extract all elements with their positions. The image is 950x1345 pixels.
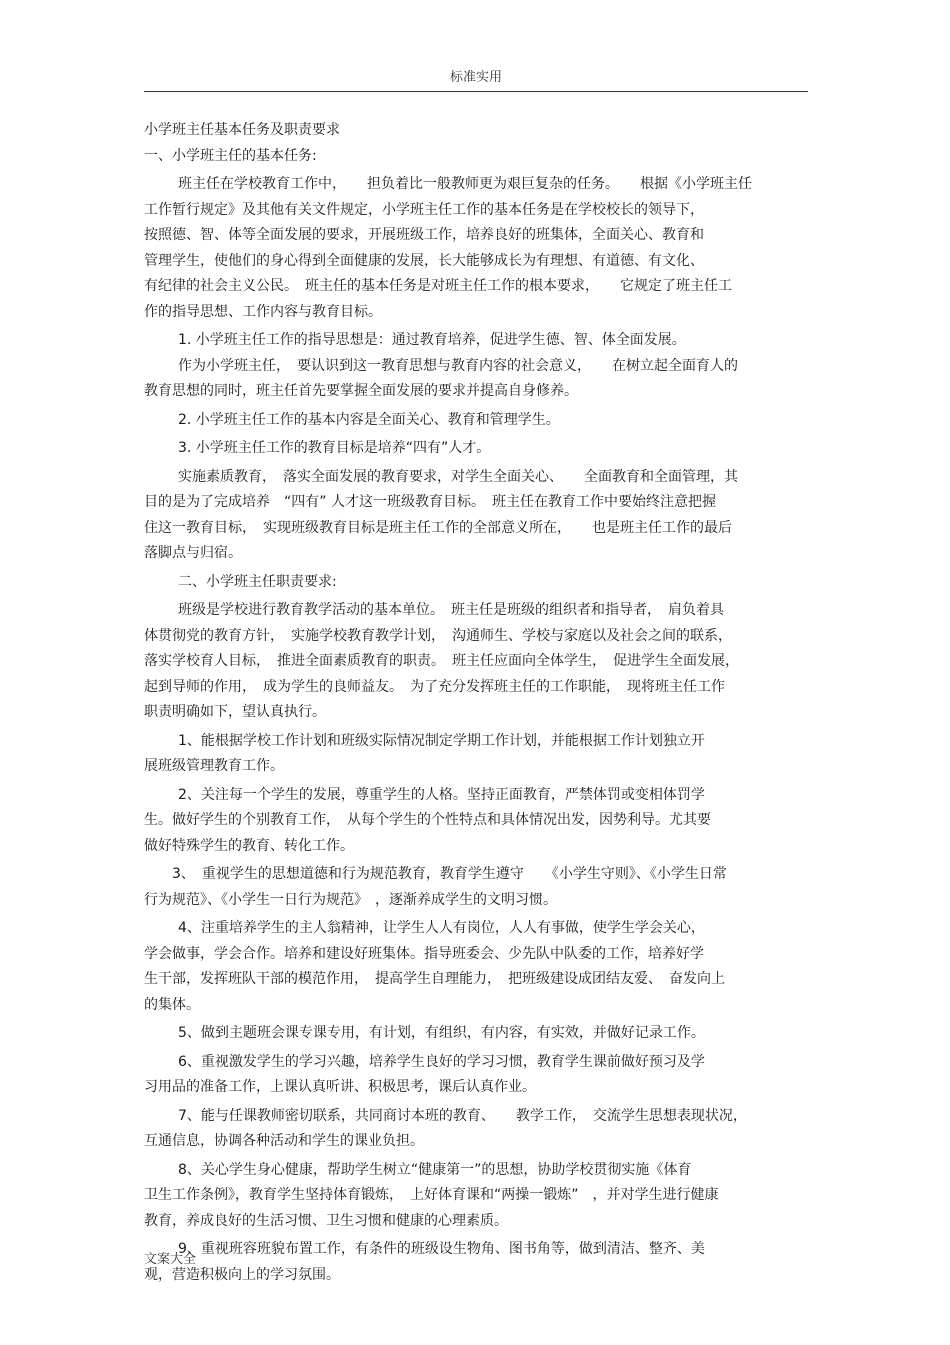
paragraph-line: 2、关注每一个学生的发展，尊重学生的人格。坚持正面教育，严禁体罚或变相体罚学 <box>178 786 705 803</box>
paragraph-line: 6、重视激发学生的学习兴趣，培养学生良好的学习习惯，教育学生课前做好预习及学 <box>178 1053 705 1070</box>
paragraph-line: 按照德、智、体等全面发展的要求，开展班级工作，培养良好的班集体，全面关心、教育和 <box>144 227 704 243</box>
paragraph-line: 2. 小学班主任工作的基本内容是全面关心、教育和管理学生。 <box>178 411 560 428</box>
paragraph-line: 8、关心学生身心健康，帮助学生树立“健康第一”的思想，协助学校贯彻实施《体育 <box>178 1161 692 1178</box>
paragraph-line: 有纪律的社会主义公民。 班主任的基本任务是对班主任工作的根本要求， 它规定了班主任工 <box>144 278 732 294</box>
page-footer: 文案大全 <box>144 1252 197 1267</box>
paragraph-line: 落脚点与归宿。 <box>144 545 242 561</box>
paragraph-line: 教育思想的同时，班主任首先要掌握全面发展的要求并提高自身修养。 <box>144 383 578 399</box>
document-title: 小学班主任基本任务及职责要求 <box>144 122 340 138</box>
paragraph-line: 体贯彻党的教育方针， 实施学校教育教学计划， 沟通师生、学校与家庭以及社会之间的联系， <box>144 627 732 644</box>
paragraph-line: 二、小学班主任职责要求: <box>178 573 337 590</box>
paragraph-line: 行为规范》、《小学生一日行为规范》 ，逐渐养成学生的文明习惯。 <box>144 891 557 908</box>
paragraph-line: 互通信息，协调各种活动和学生的课业负担。 <box>144 1133 424 1149</box>
paragraph-line: 班级是学校进行教育教学活动的基本单位。 班主任是班级的组织者和指导者， 肩负着具 <box>178 602 724 618</box>
paragraph-line: 作为小学班主任， 要认识到这一教育思想与教育内容的社会意义， 在树立起全面育人的 <box>178 357 738 374</box>
paragraph-line: 5、做到主题班会课专课专用，有计划，有组织，有内容，有实效，并做好记录工作。 <box>178 1025 705 1041</box>
paragraph-line: 教育，养成良好的生活习惯、卫生习惯和健康的心理素质。 <box>144 1212 508 1229</box>
paragraph-line: 3. 小学班主任工作的教育目标是培养“四有”人才。 <box>178 440 491 456</box>
paragraph-line: 落实学校育人目标， 推进全面素质教育的职责。 班主任应面向全体学生， 促进学生全面发展， <box>144 653 739 669</box>
paragraph-line: 住这一教育目标， 实现班级教育目标是班主任工作的全部意义所在， 也是班主任工作的最后 <box>144 519 732 536</box>
paragraph-line: 1、能根据学校工作计划和班级实际情况制定学期工作计划，并能根据工作计划独立开 <box>178 732 705 749</box>
paragraph-line: 7、能与任课教师密切联系，共同商讨本班的教育、 教学工作， 交流学生思想表现状况， <box>178 1107 747 1124</box>
paragraph-line: 职责明确如下，望认真执行。 <box>144 704 326 720</box>
paragraph-line: 卫生工作条例》，教育学生坚持体育锻炼， 上好体育课和“两操一锻炼” ，并对学生进行健康 <box>144 1187 719 1203</box>
paragraph-line: 习用品的准备工作，上课认真听讲、积极思考，课后认真作业。 <box>144 1079 536 1095</box>
paragraph-line: 作的指导思想、工作内容与教育目标。 <box>144 303 382 320</box>
paragraph-line: 9、重视班容班貌布置工作，有条件的班级设生物角、图书角等，做到清洁、整齐、美 <box>178 1241 705 1257</box>
paragraph-line: 管理学生，使他们的身心得到全面健康的发展，长大能够成长为有理想、有道德、有文化、 <box>144 252 704 269</box>
header-rule <box>144 91 808 92</box>
paragraph-line: 做好特殊学生的教育、转化工作。 <box>144 837 354 854</box>
page-header: 标准实用 <box>449 70 502 85</box>
paragraph-line: 起到导师的作用， 成为学生的良师益友。 为了充分发挥班主任的工作职能， 现将班主任工作 <box>144 678 725 695</box>
paragraph-line: 1. 小学班主任工作的指导思想是：通过教育培养，促进学生德、智、体全面发展。 <box>178 332 686 348</box>
paragraph-line: 生。做好学生的个别教育工作， 从每个学生的个性特点和具体情况出发，因势利导。尤其要 <box>144 812 711 828</box>
paragraph-line: 观，营造积极向上的学习氛围。 <box>144 1266 340 1283</box>
paragraph-line: 班主任在学校教育工作中， 担负着比一般教师更为艰巨复杂的任务。 根据《小学班主任 <box>178 176 752 192</box>
paragraph-line: 3、 重视学生的思想道德和行为规范教育，教育学生遵守 《小学生守则》、《小学生日常 <box>172 866 727 882</box>
paragraph-line: 的集体。 <box>144 996 200 1013</box>
paragraph-line: 生干部，发挥班队干部的模范作用， 提高学生自理能力， 把班级建设成团结友爱、 奋发向上 <box>144 971 725 987</box>
paragraph-line: 展班级管理教育工作。 <box>144 758 284 774</box>
paragraph-line: 学会做事，学会合作。培养和建设好班集体。指导班委会、少先队中队委的工作，培养好学 <box>144 945 704 962</box>
paragraph-line: 目的是为了完成培养 “四有” 人才这一班级教育目标。 班主任在教育工作中要始终注意把握 <box>144 494 716 510</box>
paragraph-line: 实施素质教育， 落实全面发展的教育要求，对学生全面关心、 全面教育和全面管理，其 <box>178 468 738 485</box>
paragraph-line: 一、小学班主任的基本任务: <box>144 147 317 164</box>
paragraph-line: 4、注重培养学生的主人翁精神，让学生人人有岗位，人人有事做，使学生学会关心， <box>178 920 705 936</box>
paragraph-line: 工作暂行规定》及其他有关文件规定，小学班主任工作的基本任务是在学校校长的领导下， <box>144 201 704 218</box>
document-body <box>144 118 808 1288</box>
